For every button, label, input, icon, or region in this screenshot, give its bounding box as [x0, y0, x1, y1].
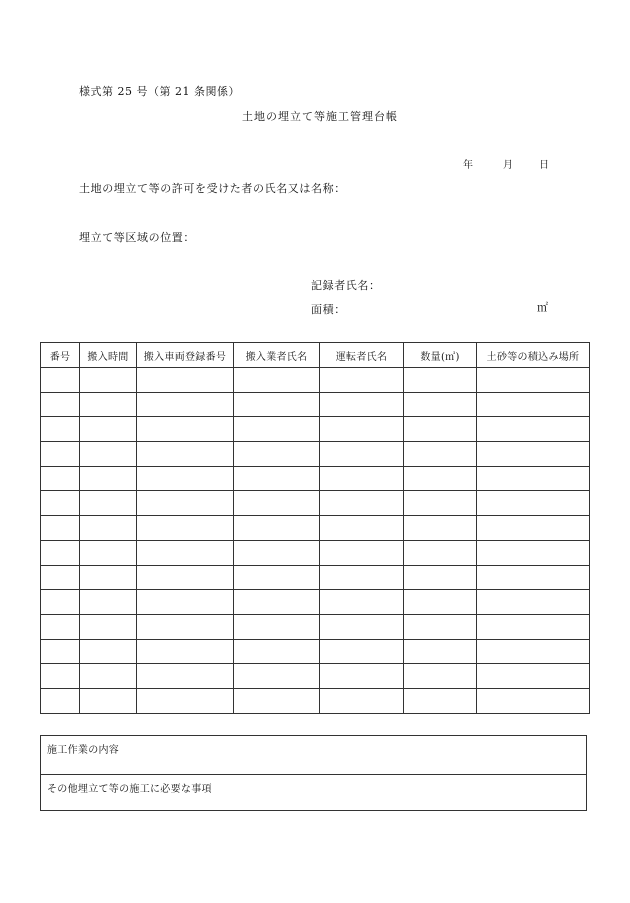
- table-cell: [320, 614, 404, 639]
- table-cell: [234, 392, 320, 417]
- month-label: 月: [503, 160, 513, 171]
- area-location-label: 埋立て等区域の位置：: [79, 231, 195, 244]
- area-size-label: 面積：: [311, 303, 346, 316]
- table-cell: [41, 664, 80, 689]
- day-label: 日: [539, 160, 549, 171]
- table-cell: [80, 516, 137, 541]
- table-row: [41, 688, 590, 713]
- table-cell: [137, 565, 234, 590]
- table-cell: [404, 614, 477, 639]
- table-body: [41, 368, 590, 714]
- other-matters-row: [41, 774, 586, 811]
- table-cell: [137, 491, 234, 516]
- table-cell: [41, 491, 80, 516]
- table-cell: [404, 516, 477, 541]
- recorder-name-label: 記録者氏名：: [311, 279, 381, 292]
- column-header-driver-name: 運転者氏名: [320, 343, 404, 368]
- table-cell: [137, 639, 234, 664]
- permit-holder-label: 土地の埋立て等の許可を受けた者の氏名又は名称：: [79, 182, 346, 195]
- table-cell: [137, 540, 234, 565]
- table-cell: [80, 540, 137, 565]
- table-cell: [137, 664, 234, 689]
- table-cell: [137, 590, 234, 615]
- table-cell: [234, 516, 320, 541]
- table-row: [41, 442, 590, 467]
- table-cell: [320, 540, 404, 565]
- table-cell: [234, 368, 320, 393]
- table-cell: [80, 590, 137, 615]
- table-cell: [41, 614, 80, 639]
- table-cell: [41, 417, 80, 442]
- table-cell: [477, 639, 590, 664]
- table-row: [41, 466, 590, 491]
- table-cell: [41, 639, 80, 664]
- table-cell: [234, 688, 320, 713]
- table-cell: [137, 516, 234, 541]
- table-cell: [234, 639, 320, 664]
- table-cell: [234, 614, 320, 639]
- table-cell: [41, 540, 80, 565]
- table-row: [41, 614, 590, 639]
- table-cell: [477, 417, 590, 442]
- table-cell: [137, 392, 234, 417]
- table-cell: [80, 565, 137, 590]
- table-cell: [404, 442, 477, 467]
- table-cell: [404, 368, 477, 393]
- table-cell: [234, 466, 320, 491]
- table-cell: [320, 442, 404, 467]
- table-cell: [477, 540, 590, 565]
- table-cell: [477, 516, 590, 541]
- column-header-delivery-time: 搬入時間: [80, 343, 137, 368]
- table-cell: [80, 466, 137, 491]
- table-cell: [320, 688, 404, 713]
- table-cell: [41, 688, 80, 713]
- table-cell: [41, 466, 80, 491]
- table-row: [41, 565, 590, 590]
- date-line: [463, 156, 549, 171]
- table-cell: [477, 466, 590, 491]
- table-row: [41, 590, 590, 615]
- table-row: [41, 491, 590, 516]
- table-row: [41, 368, 590, 393]
- table-header-row: [41, 343, 590, 368]
- column-header-vehicle-registration: 搬入車両登録番号: [137, 343, 234, 368]
- table-row: [41, 639, 590, 664]
- table-cell: [41, 368, 80, 393]
- table-cell: [477, 565, 590, 590]
- table-cell: [404, 565, 477, 590]
- table-cell: [404, 466, 477, 491]
- table-cell: [477, 688, 590, 713]
- table-cell: [320, 639, 404, 664]
- table-cell: [320, 368, 404, 393]
- table-row: [41, 664, 590, 689]
- table-cell: [234, 417, 320, 442]
- table-cell: [320, 491, 404, 516]
- column-header-number: 番号: [41, 343, 80, 368]
- column-header-carrier-name: 搬入業者氏名: [234, 343, 320, 368]
- table-cell: [477, 664, 590, 689]
- table-cell: [41, 392, 80, 417]
- table-cell: [404, 664, 477, 689]
- table-cell: [320, 417, 404, 442]
- table-cell: [477, 368, 590, 393]
- column-header-loading-place: 土砂等の積込み場所: [477, 343, 590, 368]
- notes-box: [40, 735, 587, 811]
- table-cell: [41, 590, 80, 615]
- table-cell: [320, 664, 404, 689]
- table-row: [41, 540, 590, 565]
- table-cell: [80, 392, 137, 417]
- table-cell: [80, 442, 137, 467]
- table-cell: [320, 565, 404, 590]
- table-cell: [137, 368, 234, 393]
- table-cell: [404, 688, 477, 713]
- table-cell: [404, 392, 477, 417]
- document-title: 土地の埋立て等施工管理台帳: [242, 110, 398, 123]
- area-unit: ㎡: [537, 301, 548, 314]
- table-cell: [404, 417, 477, 442]
- table-cell: [80, 639, 137, 664]
- table-cell: [234, 664, 320, 689]
- table-cell: [137, 688, 234, 713]
- table-cell: [477, 491, 590, 516]
- table-cell: [477, 614, 590, 639]
- table-cell: [41, 442, 80, 467]
- table-cell: [80, 614, 137, 639]
- year-label: 年: [463, 160, 473, 171]
- table-cell: [320, 466, 404, 491]
- table-cell: [41, 565, 80, 590]
- table-cell: [320, 516, 404, 541]
- table-cell: [404, 491, 477, 516]
- table-cell: [80, 491, 137, 516]
- table-row: [41, 516, 590, 541]
- table-cell: [234, 491, 320, 516]
- table-cell: [320, 590, 404, 615]
- form-number: 様式第 25 号（第 21 条関係）: [79, 85, 240, 98]
- table-cell: [234, 590, 320, 615]
- table-cell: [137, 614, 234, 639]
- table-cell: [80, 688, 137, 713]
- table-cell: [234, 442, 320, 467]
- construction-content-label: 施工作業の内容: [47, 745, 120, 756]
- table-cell: [404, 590, 477, 615]
- table-cell: [234, 565, 320, 590]
- table-cell: [477, 442, 590, 467]
- table-cell: [137, 442, 234, 467]
- table-cell: [80, 417, 137, 442]
- construction-content-row: [41, 736, 586, 774]
- table-cell: [80, 664, 137, 689]
- table-row: [41, 392, 590, 417]
- table-cell: [477, 590, 590, 615]
- table-row: [41, 417, 590, 442]
- column-header-quantity: 数量(㎥): [404, 343, 477, 368]
- table-cell: [477, 392, 590, 417]
- other-matters-label: その他埋立て等の施工に必要な事項: [47, 784, 212, 795]
- table-cell: [137, 466, 234, 491]
- table-cell: [137, 417, 234, 442]
- table-cell: [404, 540, 477, 565]
- table-cell: [234, 540, 320, 565]
- table-cell: [41, 516, 80, 541]
- management-ledger-table: [40, 342, 590, 714]
- table-cell: [80, 368, 137, 393]
- table-cell: [320, 392, 404, 417]
- table-cell: [404, 639, 477, 664]
